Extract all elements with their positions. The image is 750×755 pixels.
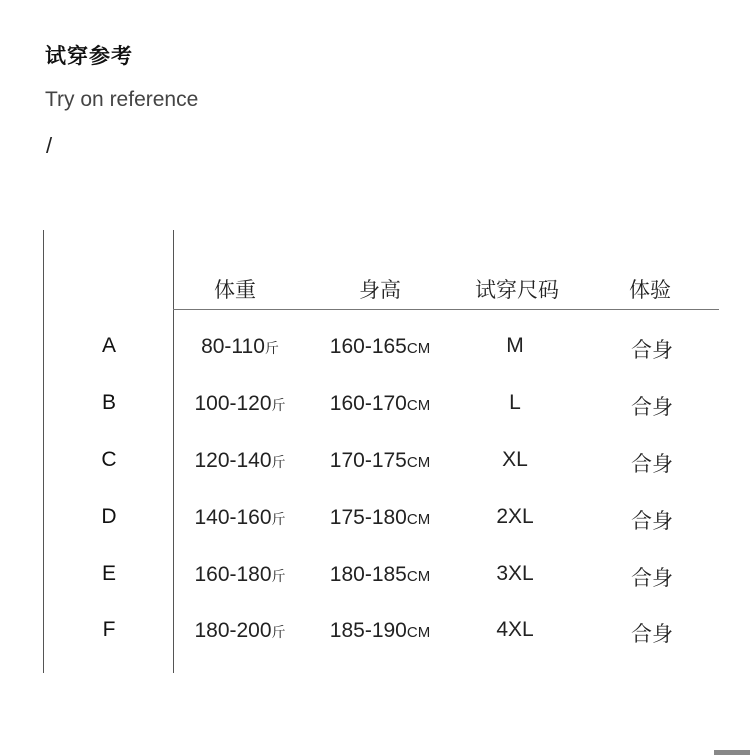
height-cell	[330, 562, 430, 587]
weight-unit: 斤	[271, 398, 286, 414]
weight-cell	[201, 334, 279, 359]
size-cell: 4XL	[496, 618, 534, 641]
row-label: C	[101, 448, 117, 471]
size-cell: 2XL	[496, 505, 534, 528]
height-cell	[330, 618, 430, 643]
height-value: 160-170	[329, 392, 407, 415]
table-row	[0, 448, 750, 478]
weight-cell	[194, 618, 285, 643]
table-header-divider	[173, 309, 719, 310]
height-value: 180-185	[329, 563, 407, 586]
column-header-weight: 体重	[214, 278, 256, 302]
height-cell	[330, 448, 430, 473]
column-header-size: 试穿尺码	[475, 278, 559, 302]
weight-value: 160-180	[194, 563, 272, 586]
weight-value: 80-110	[201, 335, 265, 358]
weight-cell	[194, 448, 285, 473]
title-chinese: 试穿参考	[45, 44, 133, 68]
table-header-row	[0, 274, 750, 304]
table-row	[0, 618, 750, 648]
height-value: 160-165	[329, 335, 407, 358]
row-label: D	[101, 505, 117, 528]
weight-value: 100-120	[194, 392, 272, 415]
weight-unit: 斤	[271, 625, 286, 641]
height-value: 175-180	[329, 506, 407, 529]
row-label: E	[101, 562, 117, 585]
height-cell	[330, 334, 430, 359]
weight-unit: 斤	[271, 512, 286, 528]
size-cell: XL	[502, 448, 528, 471]
size-cell: M	[506, 334, 524, 357]
height-unit: CM	[406, 624, 431, 641]
table-row	[0, 505, 750, 535]
fit-cell: 合身	[631, 622, 673, 646]
scroll-indicator	[714, 750, 750, 755]
weight-value: 120-140	[194, 449, 272, 472]
height-unit: CM	[406, 454, 431, 471]
height-unit: CM	[406, 511, 431, 528]
height-unit: CM	[406, 568, 431, 585]
fit-cell: 合身	[631, 452, 673, 476]
table-row	[0, 334, 750, 364]
height-cell	[330, 505, 430, 530]
weight-cell	[194, 391, 285, 416]
height-unit: CM	[406, 397, 431, 414]
height-cell	[330, 391, 430, 416]
weight-value: 180-200	[194, 619, 272, 642]
height-value: 185-190	[329, 619, 407, 642]
weight-unit: 斤	[264, 341, 279, 357]
column-header-fit: 体验	[629, 278, 671, 302]
size-cell: L	[509, 391, 521, 414]
height-value: 170-175	[329, 449, 407, 472]
weight-unit: 斤	[271, 569, 286, 585]
fit-cell: 合身	[631, 509, 673, 533]
fit-cell: 合身	[631, 395, 673, 419]
weight-cell	[194, 505, 285, 530]
title-slash: /	[46, 133, 53, 158]
height-unit: CM	[406, 340, 431, 357]
table-row	[0, 562, 750, 592]
row-label: F	[102, 618, 116, 641]
weight-cell	[194, 562, 285, 587]
size-cell: 3XL	[496, 562, 534, 585]
fit-cell: 合身	[631, 566, 673, 590]
weight-unit: 斤	[271, 455, 286, 471]
weight-value: 140-160	[194, 506, 272, 529]
row-label: B	[101, 391, 117, 414]
title-english: Try on reference	[45, 88, 199, 111]
fit-cell: 合身	[631, 338, 673, 362]
row-label: A	[101, 334, 117, 357]
column-header-height: 身高	[359, 278, 401, 302]
table-row	[0, 391, 750, 421]
